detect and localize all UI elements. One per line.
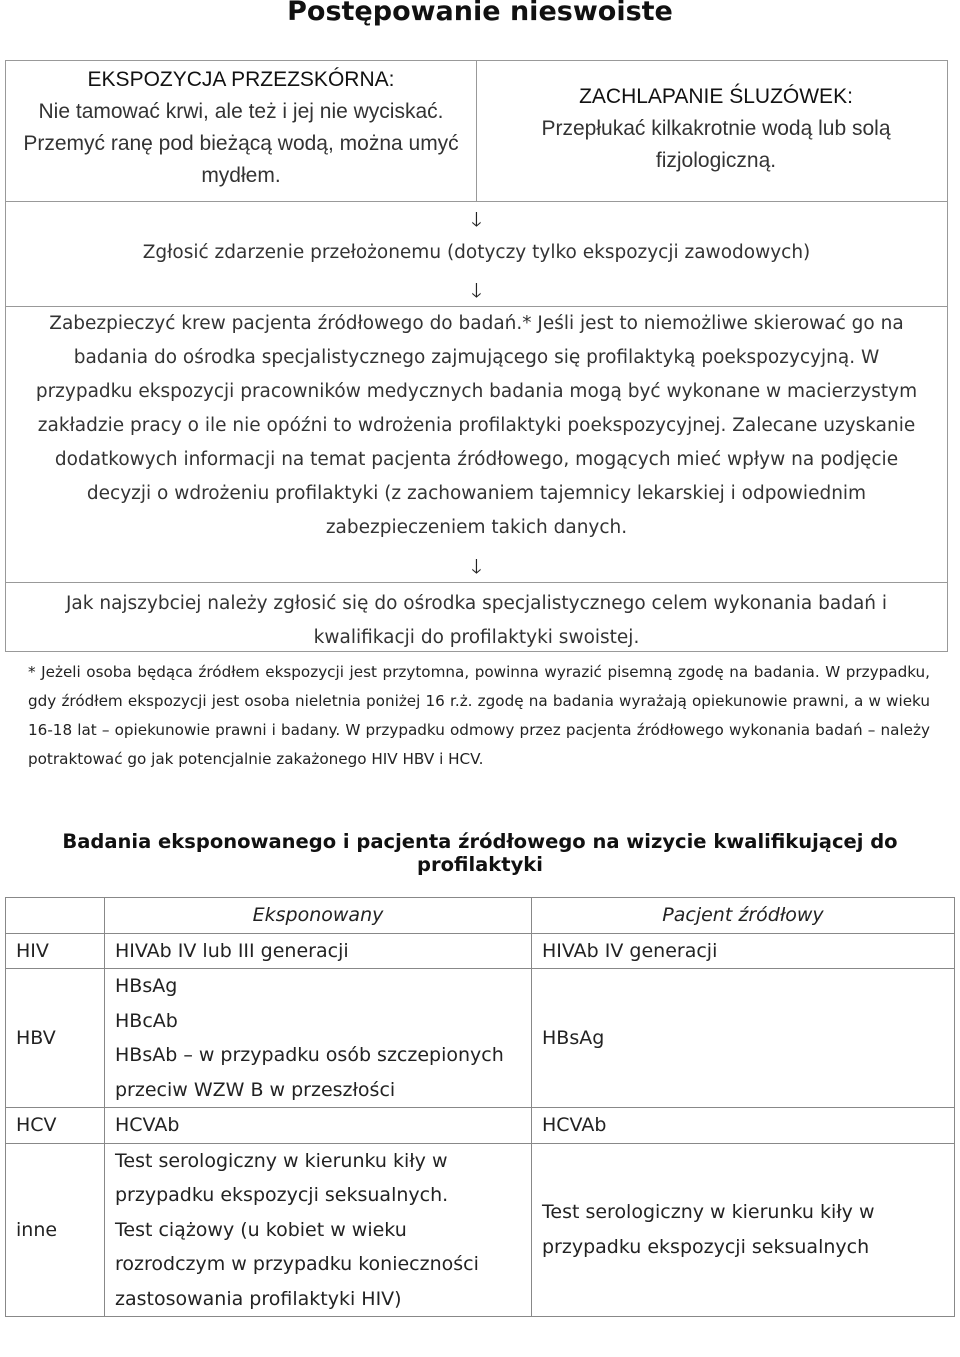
table-header-cell: [6, 898, 105, 934]
table-row: [6, 933, 955, 969]
cell-text: HIVAb IV lub III generacji: [115, 939, 349, 962]
blood-sample-step: Zabezpieczyć krew pacjenta źródłowego do badań.* Jeśli jest to niemożliwe skierować go na badania do ośrodka specjalistycznego zajmującego się profilaktyką poekspozycyjną. W przypadku ekspozycji pracowników medycznych badania mogą być wykonane w macierzystym zakładzie pracy o ile nie opóźni to wdrożenia profilaktyki poekspozycyjnej. Zalecane uzyskanie dodatkowych informacji na temat pacjenta źródłowego, mogących mieć wpływ na podjęcie decyzji o wdrożeniu profilaktyki (z zachowaniem tajemnicy lekarskiej i odpowiednim zabezpieczeniem takich danych.: [35, 313, 918, 538]
cell-text: HBsAb – w przypadku osób szczepionych przeciw WZW B w przeszłości: [115, 1044, 504, 1101]
table-header-cell: Eksponowany: [105, 898, 532, 934]
table-row: [6, 969, 955, 1108]
cell-text: HBcAb: [115, 1009, 178, 1032]
exposed-cell: [105, 969, 532, 1108]
source-cell: [532, 1108, 955, 1144]
cell-text: Test serologiczny w kierunku kiły w przypadku ekspozycji seksualnych: [542, 1201, 875, 1258]
cell-text: Test serologiczny w kierunku kiły w przypadku ekspozycji seksualnych.: [115, 1149, 449, 1206]
divider: [476, 61, 477, 201]
mucosa-exposure-text: Przepłukać kilkakrotnie wodą lub solą fizjologiczną.: [541, 117, 891, 172]
divider: [6, 201, 947, 202]
table-row: [6, 1143, 955, 1317]
cell-text: Test ciążowy (u kobiet w wieku rozrodczym w przypadku konieczności zastosowania profilaktyki HIV): [115, 1218, 479, 1310]
divider: [6, 582, 947, 583]
section-title: Badania eksponowanego i pacjenta źródłowego na wizycie kwalifikującej do profilaktyki: [62, 830, 898, 876]
mucosa-exposure-heading: ZACHLAPANIE ŚLUZÓWEK:: [579, 85, 853, 108]
mucosa-exposure-box: [496, 81, 936, 177]
page-title: Postępowanie nieswoiste: [287, 0, 673, 27]
skin-exposure-text: Nie tamować krwi, ale też i jej nie wyciskać. Przemyć ranę pod bieżącą wodą, można umyć mydłem.: [23, 100, 459, 187]
table-header-row: [6, 898, 955, 934]
exposed-cell: [105, 1108, 532, 1144]
down-arrow-icon: 🡓: [471, 207, 482, 231]
source-cell: [532, 1143, 955, 1317]
row-label: HIV: [6, 933, 105, 969]
source-cell: [532, 969, 955, 1108]
cell-text: HIVAb IV generacji: [542, 939, 718, 962]
exposed-cell: [105, 1143, 532, 1317]
row-label: HBV: [6, 969, 105, 1108]
cell-text: HBsAg: [115, 975, 178, 997]
specialist-step: Jak najszybciej należy zgłosić się do ośrodka specjalistycznego celem wykonania badań i kwalifikacji do profilaktyki swoistej.: [65, 593, 888, 648]
skin-exposure-heading: EKSPOZYCJA PRZEZSKÓRNA:: [87, 68, 395, 91]
row-label: inne: [6, 1143, 105, 1317]
table-row: [6, 1108, 955, 1144]
down-arrow-icon: 🡓: [471, 554, 482, 578]
exposed-cell: [105, 933, 532, 969]
skin-exposure-box: [16, 64, 466, 192]
down-arrow-icon: 🡓: [471, 278, 482, 302]
row-label: HCV: [6, 1108, 105, 1144]
cell-text: HCVAb: [542, 1114, 607, 1136]
cell-text: HBsAg: [542, 1026, 605, 1049]
tests-table: [5, 897, 955, 1317]
flowchart: [5, 60, 948, 652]
cell-text: HCVAb: [115, 1114, 180, 1136]
source-cell: [532, 933, 955, 969]
footnote: * Jeżeli osoba będąca źródłem ekspozycji jest przytomna, powinna wyrazić pisemną zgodę na badania. W przypadku, gdy źródłem ekspozycji jest osoba nieletnia poniżej 16 r.ż. zgodę na badania wyrażają opiekunowie prawni, a w wieku 16-18 lat – opiekunowie prawni i badany. W przypadku odmowy przez pacjenta źródłowego wykonania badań – należy potraktować go jak potencjalnie zakażonego HIV HBV i HCV.: [28, 663, 930, 768]
report-step: Zgłosić zdarzenie przełożonemu (dotyczy tylko ekspozycji zawodowych): [142, 242, 811, 263]
table-header-cell: Pacjent źródłowy: [532, 898, 955, 934]
